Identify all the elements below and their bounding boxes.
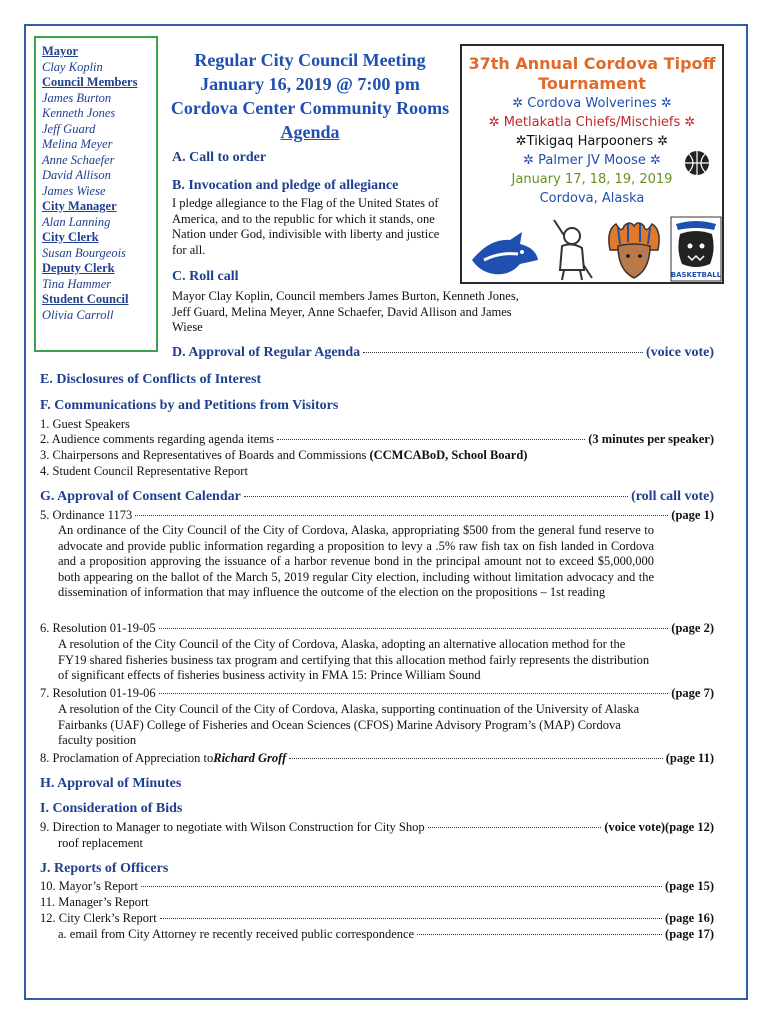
team-tikigaq: ✲Tikigaq Harpooners ✲ bbox=[515, 134, 669, 149]
item-12a-page: (page 17) bbox=[665, 927, 714, 941]
section-j: J. Reports of Officers bbox=[40, 861, 169, 876]
meeting-location: Cordova Center Community Rooms bbox=[170, 98, 450, 118]
section-g-vote: (roll call vote) bbox=[631, 489, 714, 504]
meeting-title-line1: Regular City Council Meeting bbox=[194, 50, 426, 70]
item-6-label: 6. Resolution 01-19-05 bbox=[40, 621, 156, 635]
team-logos bbox=[466, 216, 722, 284]
chief-logo-icon bbox=[604, 220, 664, 282]
item-7-label: 7. Resolution 01-19-06 bbox=[40, 686, 156, 700]
section-e: E. Disclosures of Conflicts of Interest bbox=[40, 372, 262, 387]
item-1: 1. Guest Speakers bbox=[40, 417, 130, 431]
manager-heading: City Manager bbox=[42, 199, 117, 213]
council-member: Melina Meyer bbox=[42, 137, 113, 151]
council-member: Anne Schaefer bbox=[42, 152, 115, 167]
item-12-page: (page 16) bbox=[665, 911, 714, 925]
item-8-honoree: Richard Groff bbox=[213, 751, 287, 765]
deputy-heading: Deputy Clerk bbox=[42, 261, 115, 275]
clerk-name: Susan Bourgeois bbox=[42, 245, 126, 260]
council-member: Kenneth Jones bbox=[42, 106, 116, 120]
agenda-heading: Agenda bbox=[280, 122, 340, 142]
team-palmer: ✲ Palmer JV Moose ✲ bbox=[523, 153, 661, 168]
section-d bbox=[172, 345, 714, 361]
manager-name: Alan Lanning bbox=[42, 214, 111, 229]
item-12-label: 12. City Clerk’s Report bbox=[40, 911, 157, 925]
item-9-page: (voice vote)(page 12) bbox=[604, 820, 714, 834]
team-wolverines: ✲ Cordova Wolverines ✲ bbox=[512, 96, 672, 111]
item-7-page: (page 7) bbox=[671, 686, 714, 700]
wolverines-basketball-logo-icon bbox=[670, 216, 722, 282]
section-c: C. Roll call bbox=[172, 269, 239, 284]
basketball-icon bbox=[684, 150, 710, 176]
section-a: A. Call to order bbox=[172, 150, 267, 165]
item-6-description: A resolution of the City Council of the City of Cordova, Alaska, adopting an alternative allocation method for the FY19 shared fisheries business tax program and certifying that this allocation method fairly represents the distribution of significant effects of fisheries business activity in FMA 15: Prince William Sound bbox=[58, 637, 650, 683]
item-12a bbox=[58, 927, 714, 943]
mayor-heading: Mayor bbox=[42, 44, 79, 58]
item-11: 11. Manager’s Report bbox=[40, 895, 149, 909]
item-7 bbox=[40, 686, 714, 702]
officials-roster bbox=[34, 36, 158, 352]
item-8-page: (page 11) bbox=[665, 751, 714, 765]
item-2 bbox=[40, 432, 714, 448]
clerk-heading: City Clerk bbox=[42, 230, 99, 244]
logo-basketball-text: BASKETBALL bbox=[670, 271, 722, 279]
student-name: Olivia Carroll bbox=[42, 307, 114, 322]
council-member: James Wiese bbox=[42, 183, 106, 198]
pledge-text: I pledge allegiance to the Flag of the United States of America, and to the republic for which it stands, one Nation under God, indivisible with liberty and justice for all. bbox=[172, 196, 440, 257]
item-10-page: (page 15) bbox=[665, 879, 714, 893]
section-b: B. Invocation and pledge of allegiance bbox=[172, 178, 399, 193]
mayor-name: Clay Koplin bbox=[42, 59, 103, 74]
item-9-label: 9. Direction to Manager to negotiate with Wilson Construction for City Shop bbox=[40, 820, 425, 834]
item-7-description: A resolution of the City Council of the City of Cordova, Alaska, supporting continuation of the University of Alaska Fairbanks (UAF) College of Fisheries and Ocean Sciences (CFOS) Marine Advisory Program’s (MAP) Cordova faculty position bbox=[58, 702, 640, 748]
section-d-vote: (voice vote) bbox=[645, 345, 714, 360]
item-3-boards: (CCMCABoD, School Board) bbox=[369, 448, 528, 462]
item-9 bbox=[40, 820, 714, 836]
section-g-label: G. Approval of Consent Calendar bbox=[40, 489, 241, 504]
tournament-title-2: Tournament bbox=[538, 74, 646, 93]
roll-call-text: Mayor Clay Koplin, Council members James Burton, Kenneth Jones, Jeff Guard, Melina Meyer, Anne Schaefer, David Allison and James Wiese bbox=[172, 289, 519, 335]
council-member: James Burton bbox=[42, 90, 112, 105]
item-8 bbox=[40, 751, 714, 767]
item-4: 4. Student Council Representative Report bbox=[40, 464, 248, 478]
wolf-logo-icon bbox=[470, 230, 540, 280]
section-i: I. Consideration of Bids bbox=[40, 801, 183, 816]
item-6 bbox=[40, 621, 714, 637]
section-h: H. Approval of Minutes bbox=[40, 776, 182, 791]
meeting-title bbox=[160, 48, 460, 144]
item-5 bbox=[40, 508, 714, 524]
tournament-place: Cordova, Alaska bbox=[539, 191, 645, 206]
item-6-page: (page 2) bbox=[671, 621, 714, 635]
section-f: F. Communications by and Petitions from Visitors bbox=[40, 398, 339, 413]
tournament-dates: January 17, 18, 19, 2019 bbox=[511, 172, 673, 187]
item-5-description: An ordinance of the City Council of the City of Cordova, Alaska, appropriating $500 from the general fund reserve to advocate and provide public information regarding a proposition to levy a .5% raw fish tax on fish landed in Cordova and a proposition approving the issuance of a harbor revenue bond in the principal amount not to exceed $5,000,000 both appearing on the ballot of the March 5, 2019 regular City election, including without limitation advocacy and the dissemination of information that may influence the outcome of the election on the propositions – 1st reading bbox=[58, 523, 654, 600]
item-8-label: 8. Proclamation of Appreciation to bbox=[40, 751, 214, 765]
tournament-title: 37th Annual Cordova Tipoff bbox=[468, 54, 716, 73]
item-12a-label: a. email from City Attorney re recently received public correspondence bbox=[58, 927, 415, 941]
item-10 bbox=[40, 879, 714, 895]
item-10-label: 10. Mayor’s Report bbox=[40, 879, 139, 893]
item-2-label: 2. Audience comments regarding agenda items bbox=[40, 432, 274, 446]
section-g bbox=[40, 489, 714, 505]
item-3-label: 3. Chairpersons and Representatives of Boards and Commissions bbox=[40, 448, 370, 462]
council-member: David Allison bbox=[42, 168, 111, 182]
item-5-page: (page 1) bbox=[671, 508, 714, 522]
harpooner-logo-icon bbox=[548, 216, 598, 282]
item-9-continued: roof replacement bbox=[58, 836, 144, 850]
item-2-limit: (3 minutes per speaker) bbox=[588, 432, 714, 446]
section-d-label: D. Approval of Regular Agenda bbox=[172, 345, 361, 360]
deputy-name: Tina Hammer bbox=[42, 276, 112, 291]
team-metlakatla: ✲ Metlakatla Chiefs/Mischiefs ✲ bbox=[488, 115, 696, 130]
item-5-label: 5. Ordinance 1173 bbox=[40, 508, 133, 522]
student-heading: Student Council bbox=[42, 292, 129, 306]
meeting-date: January 16, 2019 @ 7:00 pm bbox=[200, 74, 420, 94]
item-12 bbox=[40, 911, 714, 927]
council-heading: Council Members bbox=[42, 75, 138, 89]
item-3 bbox=[40, 448, 527, 464]
council-member: Jeff Guard bbox=[42, 121, 96, 136]
